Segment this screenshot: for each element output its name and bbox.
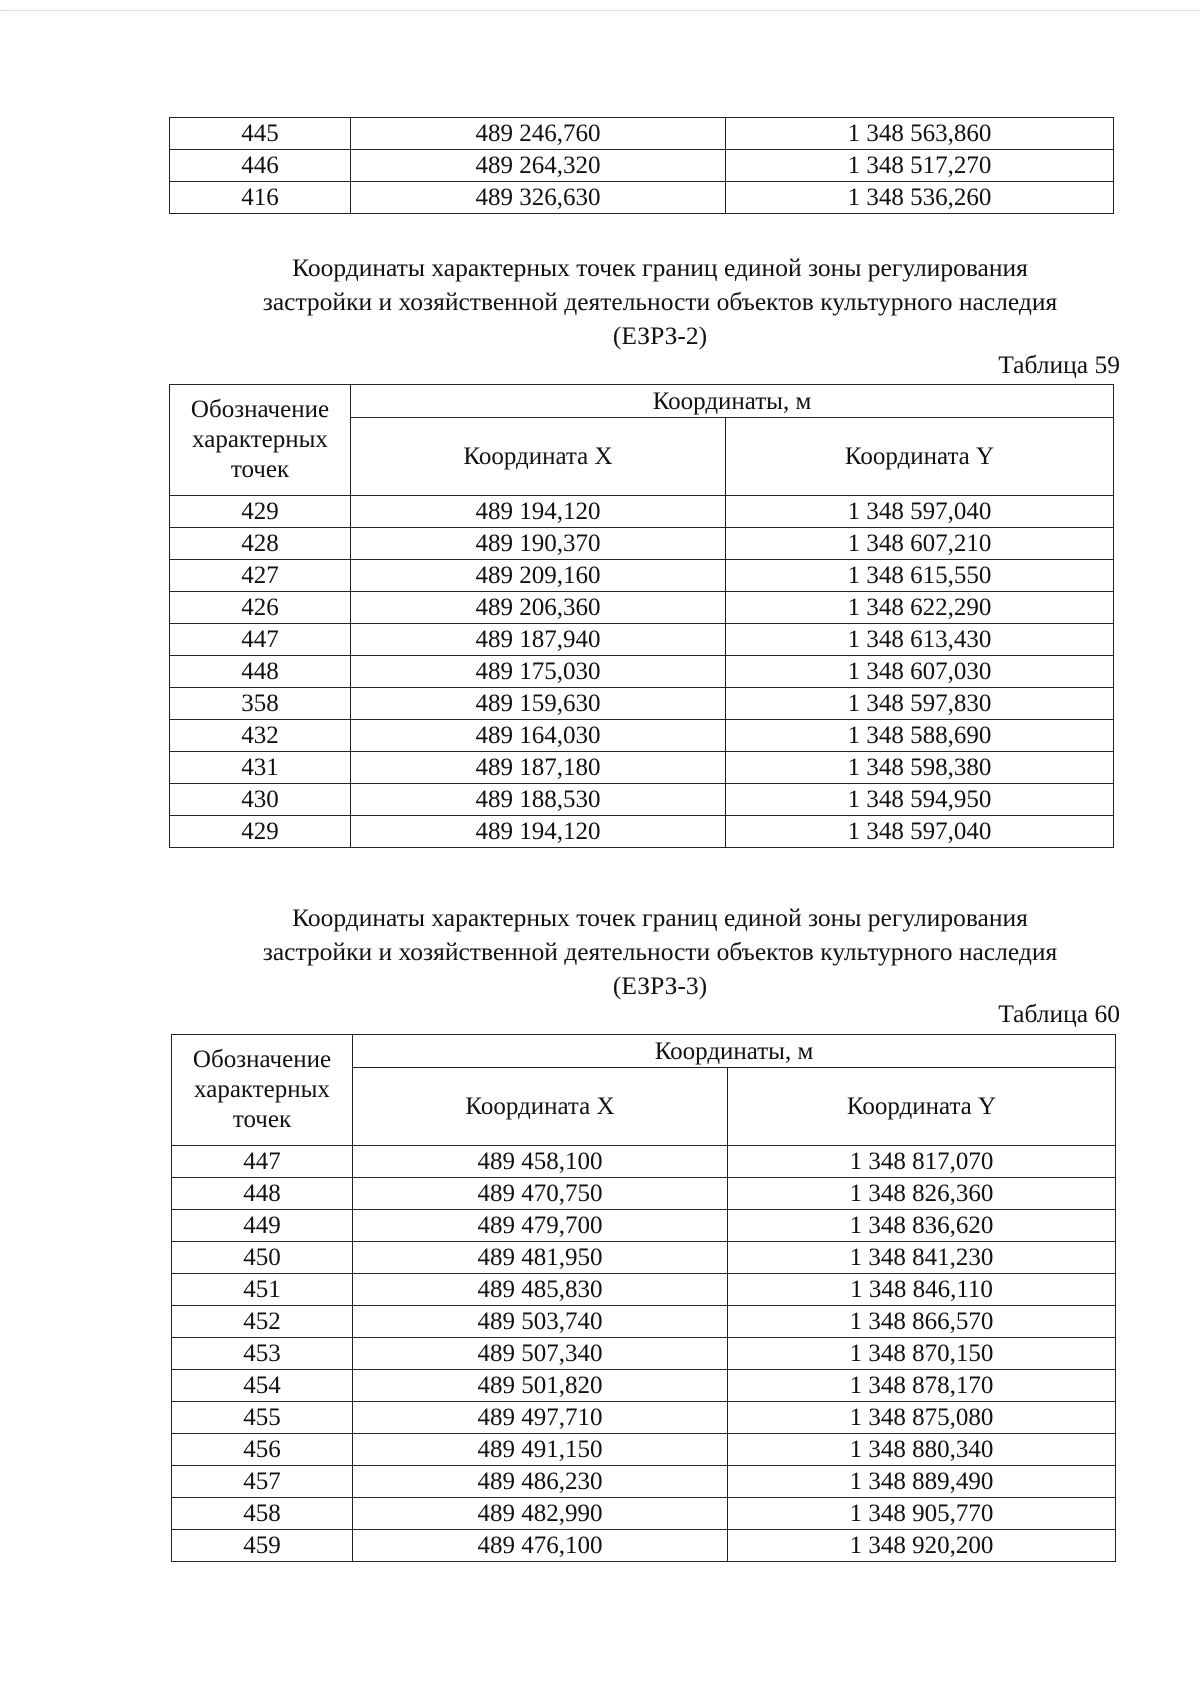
heading-line: (ЕЗРЗ-2)	[612, 321, 708, 350]
table-row	[170, 720, 1114, 752]
cell-coordinate-x: 489 476,100	[353, 1530, 728, 1562]
cell-point-number: 416	[170, 182, 351, 214]
table-row	[170, 118, 1114, 150]
table-row	[170, 592, 1114, 624]
table-number-59: Таблица 59	[998, 350, 1120, 379]
cell-coordinate-x: 489 326,630	[351, 182, 726, 214]
table-row	[170, 688, 1114, 720]
cell-coordinate-y: 1 348 622,290	[726, 592, 1114, 624]
table-row	[170, 624, 1114, 656]
header-coordinate-y: Координата Y	[726, 418, 1114, 496]
cell-coordinate-y: 1 348 836,620	[728, 1210, 1116, 1242]
cell-coordinate-x: 489 486,230	[353, 1466, 728, 1498]
table-row	[172, 1274, 1116, 1306]
cell-point-number: 457	[172, 1466, 353, 1498]
cell-point-number: 446	[170, 150, 351, 182]
cell-coordinate-y: 1 348 597,040	[726, 496, 1114, 528]
table-row	[172, 1242, 1116, 1274]
cell-point-number: 448	[172, 1178, 353, 1210]
cell-coordinate-y: 1 348 878,170	[728, 1370, 1116, 1402]
heading-line: застройки и хозяйственной деятельности объектов культурного наследия	[262, 937, 1058, 966]
table-row	[172, 1434, 1116, 1466]
cell-coordinate-x: 489 175,030	[351, 656, 726, 688]
cell-coordinate-y: 1 348 841,230	[728, 1242, 1116, 1274]
cell-point-number: 432	[170, 720, 351, 752]
cell-coordinate-x: 489 481,950	[353, 1242, 728, 1274]
cell-coordinate-y: 1 348 597,040	[726, 816, 1114, 848]
cell-coordinate-x: 489 497,710	[353, 1402, 728, 1434]
heading-line: Координаты характерных точек границ единой зоны регулирования	[292, 903, 1028, 932]
table-row	[170, 528, 1114, 560]
cell-coordinate-x: 489 159,630	[351, 688, 726, 720]
table-row	[172, 1338, 1116, 1370]
table-row	[172, 1466, 1116, 1498]
cell-coordinate-y: 1 348 826,360	[728, 1178, 1116, 1210]
cell-coordinate-y: 1 348 607,210	[726, 528, 1114, 560]
header-coordinate-y: Координата Y	[728, 1068, 1116, 1146]
table-row	[170, 656, 1114, 688]
cell-point-number: 358	[170, 688, 351, 720]
table-body	[170, 496, 1114, 848]
table-row	[170, 784, 1114, 816]
cell-point-number: 447	[170, 624, 351, 656]
table-row	[172, 1146, 1116, 1178]
cell-point-number: 431	[170, 752, 351, 784]
page-top-edge	[0, 10, 1200, 12]
cell-coordinate-x: 489 194,120	[351, 496, 726, 528]
cell-coordinate-y: 1 348 920,200	[728, 1530, 1116, 1562]
cell-coordinate-x: 489 190,370	[351, 528, 726, 560]
cell-coordinate-y: 1 348 594,950	[726, 784, 1114, 816]
cell-point-number: 459	[172, 1530, 353, 1562]
cell-coordinate-y: 1 348 880,340	[728, 1434, 1116, 1466]
table-row	[170, 816, 1114, 848]
cell-point-number: 429	[170, 496, 351, 528]
cell-coordinate-y: 1 348 846,110	[728, 1274, 1116, 1306]
cell-coordinate-y: 1 348 615,550	[726, 560, 1114, 592]
cell-coordinate-y: 1 348 517,270	[726, 150, 1114, 182]
table-row	[170, 752, 1114, 784]
coordinates-table-59	[169, 384, 1114, 848]
header-point-designation: Обозначение характерных точек	[172, 1035, 353, 1146]
cell-coordinate-y: 1 348 870,150	[728, 1338, 1116, 1370]
cell-point-number: 445	[170, 118, 351, 150]
cell-coordinate-x: 489 501,820	[353, 1370, 728, 1402]
cell-coordinate-x: 489 194,120	[351, 816, 726, 848]
cell-point-number: 448	[170, 656, 351, 688]
table-row	[170, 496, 1114, 528]
section-heading-ezrz-2	[160, 251, 1160, 353]
cell-point-number: 449	[172, 1210, 353, 1242]
table-row	[172, 1210, 1116, 1242]
cell-coordinate-x: 489 470,750	[353, 1178, 728, 1210]
coordinates-table-60	[171, 1034, 1116, 1562]
cell-coordinate-x: 489 458,100	[353, 1146, 728, 1178]
table-row	[170, 182, 1114, 214]
cell-coordinate-x: 489 264,320	[351, 150, 726, 182]
cell-coordinate-x: 489 246,760	[351, 118, 726, 150]
coordinates-table-continued	[169, 117, 1114, 214]
cell-point-number: 450	[172, 1242, 353, 1274]
cell-point-number: 455	[172, 1402, 353, 1434]
table-row	[172, 1498, 1116, 1530]
header-coordinate-x: Координата X	[351, 418, 726, 496]
cell-coordinate-y: 1 348 598,380	[726, 752, 1114, 784]
cell-coordinate-x: 489 188,530	[351, 784, 726, 816]
cell-coordinate-y: 1 348 889,490	[728, 1466, 1116, 1498]
cell-coordinate-y: 1 348 597,830	[726, 688, 1114, 720]
heading-line: (ЕЗРЗ-3)	[612, 971, 708, 1000]
cell-coordinate-x: 489 507,340	[353, 1338, 728, 1370]
cell-coordinate-y: 1 348 536,260	[726, 182, 1114, 214]
cell-point-number: 428	[170, 528, 351, 560]
cell-coordinate-y: 1 348 866,570	[728, 1306, 1116, 1338]
cell-coordinate-y: 1 348 613,430	[726, 624, 1114, 656]
section-heading-ezrz-3	[160, 901, 1160, 1003]
cell-point-number: 453	[172, 1338, 353, 1370]
header-coordinates: Координаты, м	[351, 385, 1114, 418]
header-coordinates: Координаты, м	[353, 1035, 1116, 1068]
table-row	[170, 150, 1114, 182]
cell-coordinate-x: 489 482,990	[353, 1498, 728, 1530]
cell-point-number: 454	[172, 1370, 353, 1402]
cell-coordinate-y: 1 348 817,070	[728, 1146, 1116, 1178]
cell-coordinate-x: 489 209,160	[351, 560, 726, 592]
table-row	[172, 1370, 1116, 1402]
heading-line: Координаты характерных точек границ единой зоны регулирования	[292, 253, 1028, 282]
table-number-60: Таблица 60	[998, 999, 1120, 1028]
table-row	[172, 1178, 1116, 1210]
table-body	[170, 118, 1114, 214]
cell-coordinate-y: 1 348 588,690	[726, 720, 1114, 752]
table-row	[172, 1530, 1116, 1562]
header-coordinate-x: Координата X	[353, 1068, 728, 1146]
cell-coordinate-y: 1 348 905,770	[728, 1498, 1116, 1530]
cell-coordinate-x: 489 164,030	[351, 720, 726, 752]
cell-point-number: 429	[170, 816, 351, 848]
heading-line: застройки и хозяйственной деятельности объектов культурного наследия	[262, 287, 1058, 316]
cell-point-number: 430	[170, 784, 351, 816]
table-row	[172, 1402, 1116, 1434]
table-row	[170, 560, 1114, 592]
table-body	[172, 1146, 1116, 1562]
cell-point-number: 427	[170, 560, 351, 592]
cell-coordinate-x: 489 206,360	[351, 592, 726, 624]
cell-point-number: 456	[172, 1434, 353, 1466]
cell-point-number: 447	[172, 1146, 353, 1178]
cell-point-number: 426	[170, 592, 351, 624]
cell-point-number: 451	[172, 1274, 353, 1306]
cell-coordinate-x: 489 485,830	[353, 1274, 728, 1306]
cell-coordinate-y: 1 348 563,860	[726, 118, 1114, 150]
cell-coordinate-y: 1 348 875,080	[728, 1402, 1116, 1434]
header-point-designation: Обозначение характерных точек	[170, 385, 351, 496]
cell-point-number: 458	[172, 1498, 353, 1530]
cell-coordinate-x: 489 187,180	[351, 752, 726, 784]
cell-coordinate-x: 489 479,700	[353, 1210, 728, 1242]
cell-coordinate-x: 489 503,740	[353, 1306, 728, 1338]
cell-coordinate-x: 489 187,940	[351, 624, 726, 656]
cell-coordinate-x: 489 491,150	[353, 1434, 728, 1466]
table-row	[172, 1306, 1116, 1338]
cell-point-number: 452	[172, 1306, 353, 1338]
cell-coordinate-y: 1 348 607,030	[726, 656, 1114, 688]
